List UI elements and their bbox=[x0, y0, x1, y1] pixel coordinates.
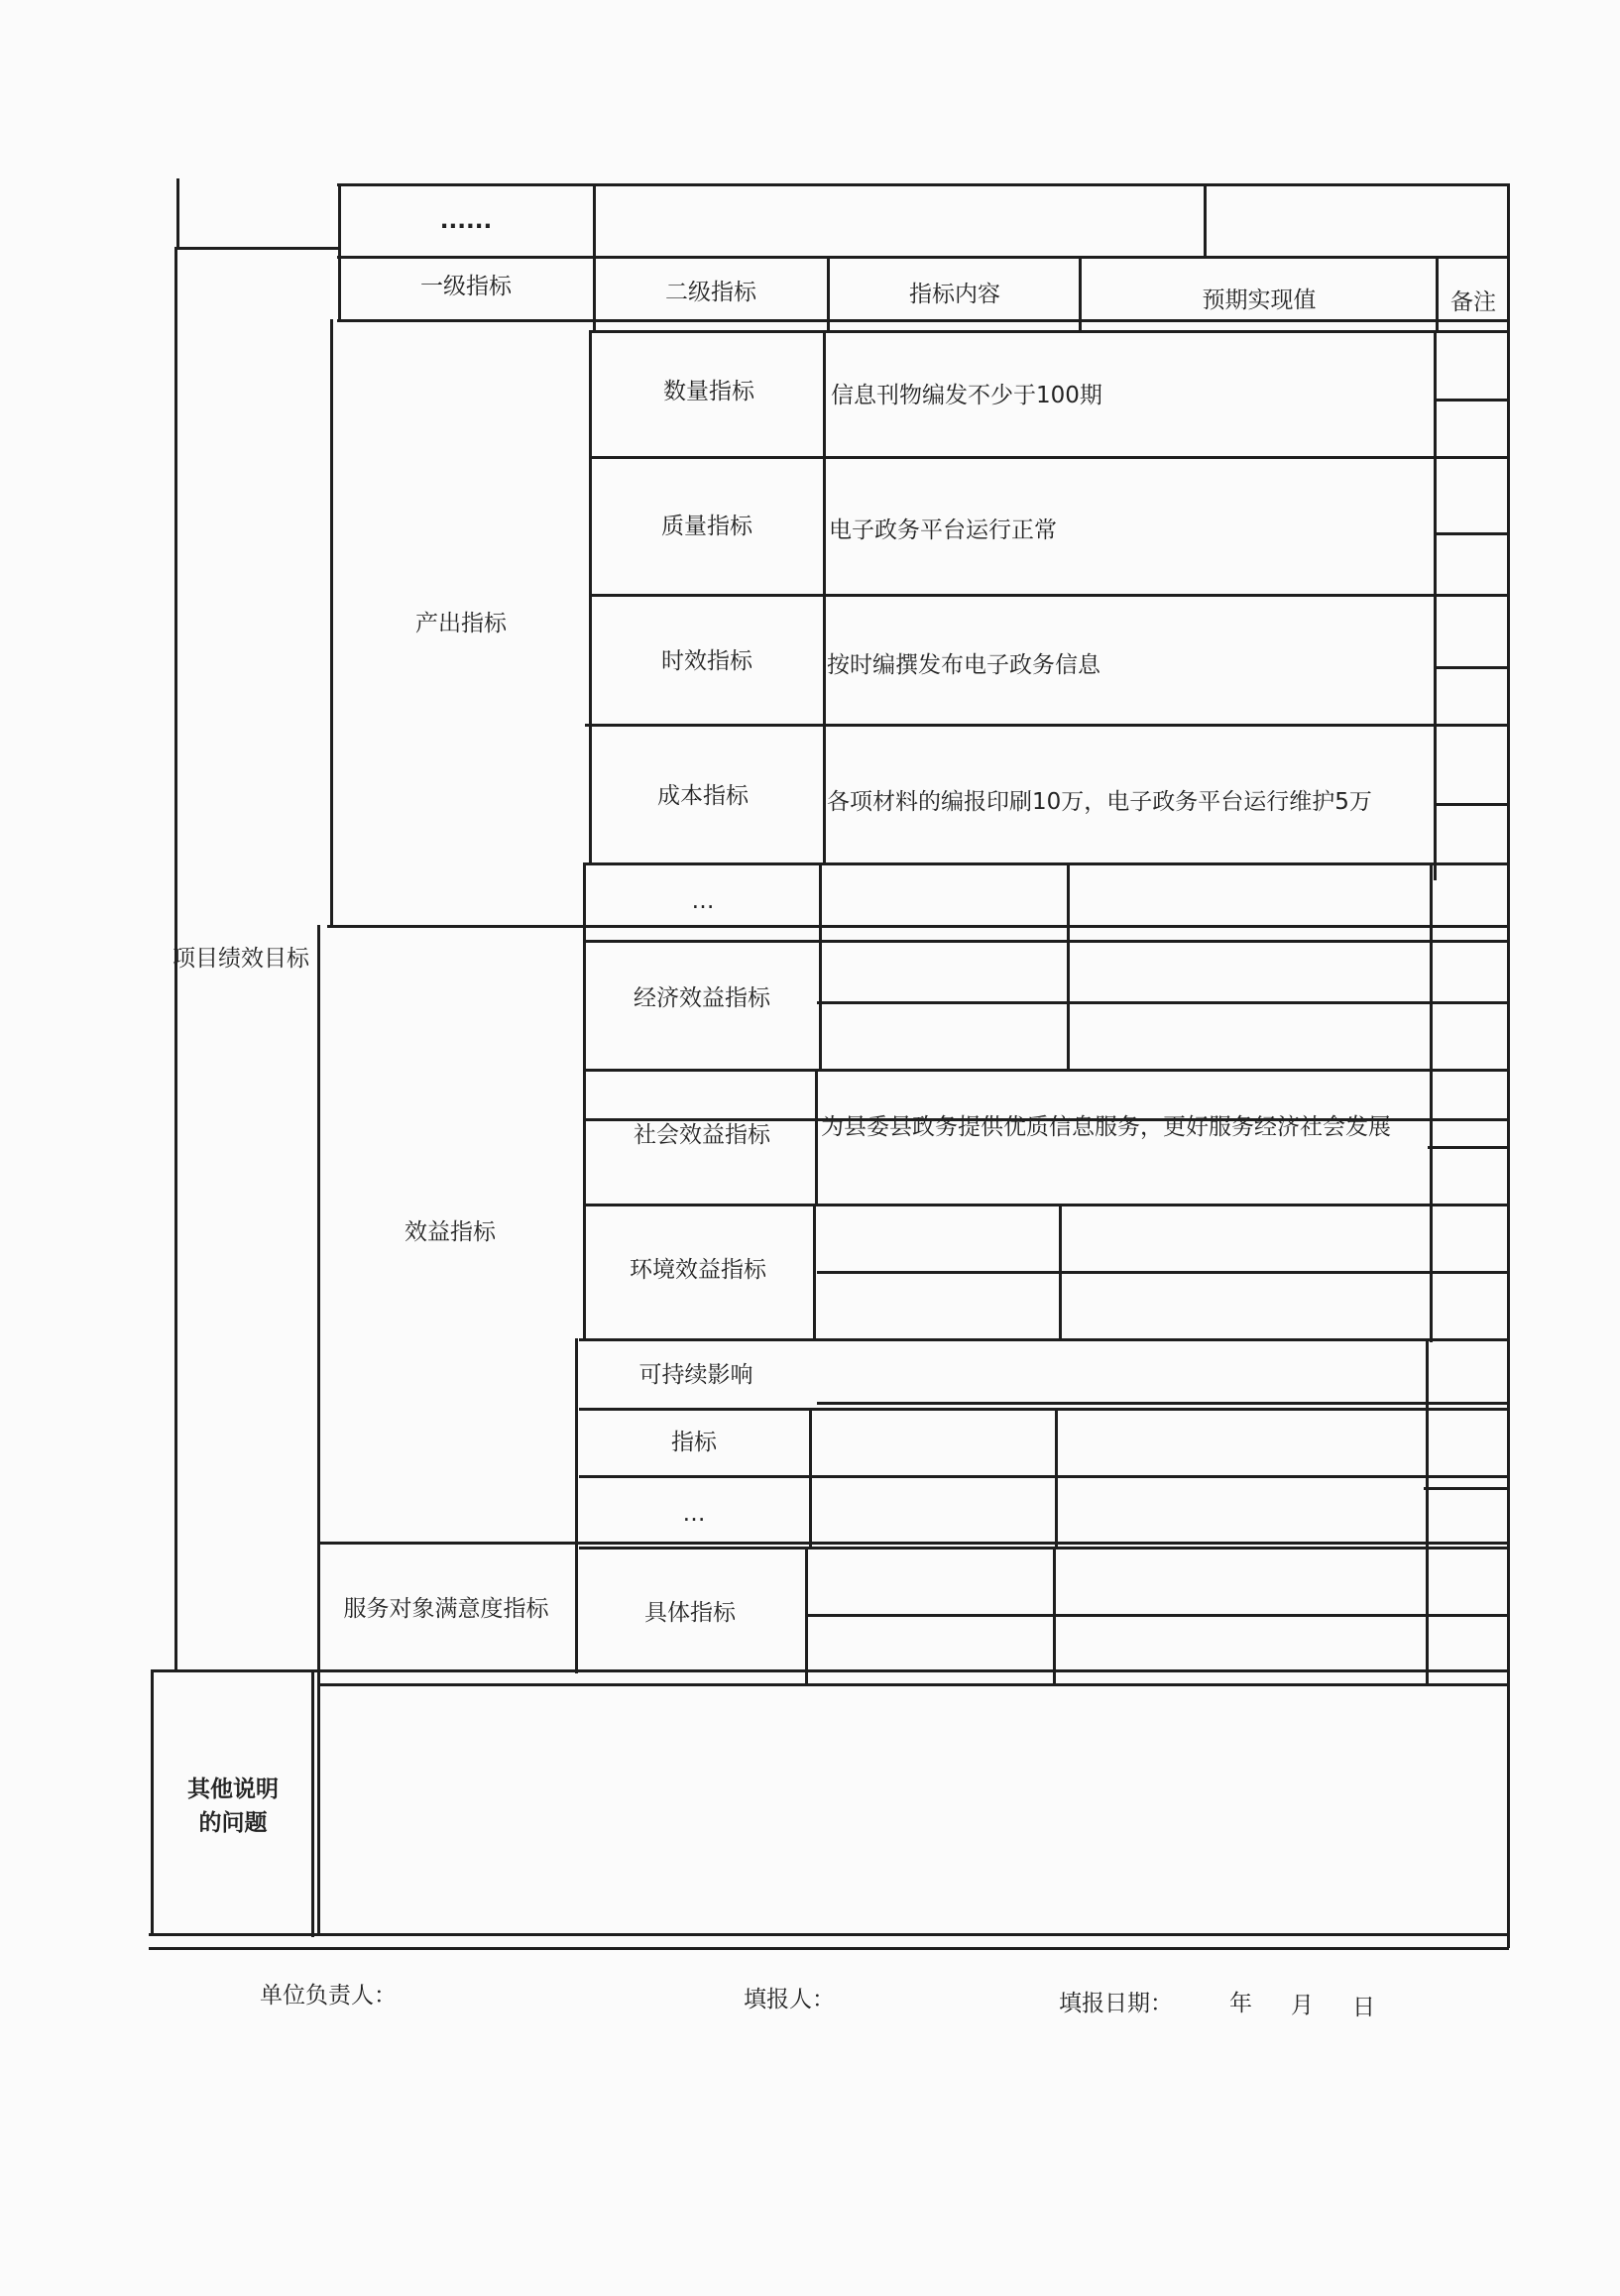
row-content-social: 为县委县政务提供优质信息服务，更好服务经济社会发展 bbox=[821, 1114, 1391, 1140]
benefit-indicator-label: 效益指标 bbox=[405, 1219, 496, 1245]
row-content-cost: 各项材料的编报印刷10万，电子政务平台运行维护5万 bbox=[827, 789, 1372, 815]
row-name-benefit-ellipsis: … bbox=[682, 1501, 706, 1527]
row-content-quality: 电子政务平台运行正常 bbox=[829, 517, 1057, 543]
satisfaction-indicator-label: 服务对象满意度指标 bbox=[343, 1596, 549, 1622]
row-name-quantity: 数量指标 bbox=[663, 379, 754, 404]
date-month: 月 bbox=[1291, 1993, 1314, 2018]
row-name-social: 社会效益指标 bbox=[634, 1122, 770, 1148]
output-indicator-label: 产出指标 bbox=[415, 611, 507, 636]
header-level2: 二级指标 bbox=[665, 280, 756, 305]
other-notes-label-line1: 其他说明 bbox=[187, 1777, 279, 1802]
row-content-timeliness: 按时编撰发布电子政务信息 bbox=[827, 652, 1100, 678]
row-name-timeliness: 时效指标 bbox=[661, 648, 752, 674]
fill-date-label: 填报日期： bbox=[1059, 1991, 1173, 2016]
row-name-economic: 经济效益指标 bbox=[634, 985, 770, 1011]
other-notes-label-line2: 的问题 bbox=[198, 1810, 268, 1836]
row-name-sustainability: 可持续影响 bbox=[638, 1362, 753, 1388]
header-level1: 一级指标 bbox=[420, 274, 512, 299]
top-row-ellipsis: ...... bbox=[439, 208, 493, 234]
header-expected: 预期实现值 bbox=[1202, 287, 1317, 313]
row-content-quantity: 信息刊物编发不少于100期 bbox=[831, 383, 1102, 408]
header-remark: 备注 bbox=[1450, 289, 1496, 315]
row-name-specific-indicator: 具体指标 bbox=[644, 1600, 736, 1626]
section-label-performance-target: 项目绩效目标 bbox=[173, 946, 309, 972]
row-name-indicator: 指标 bbox=[671, 1430, 717, 1455]
row-name-quality: 质量指标 bbox=[661, 514, 752, 539]
date-day: 日 bbox=[1352, 1995, 1375, 2020]
date-year: 年 bbox=[1229, 1991, 1252, 2016]
filler-label: 填报人： bbox=[744, 1987, 835, 2012]
row-name-environment: 环境效益指标 bbox=[630, 1257, 766, 1283]
header-content: 指标内容 bbox=[909, 282, 1000, 307]
unit-head-label: 单位负责人： bbox=[260, 1983, 397, 2009]
row-name-cost: 成本指标 bbox=[657, 783, 749, 809]
row-name-output-ellipsis: … bbox=[691, 888, 715, 914]
